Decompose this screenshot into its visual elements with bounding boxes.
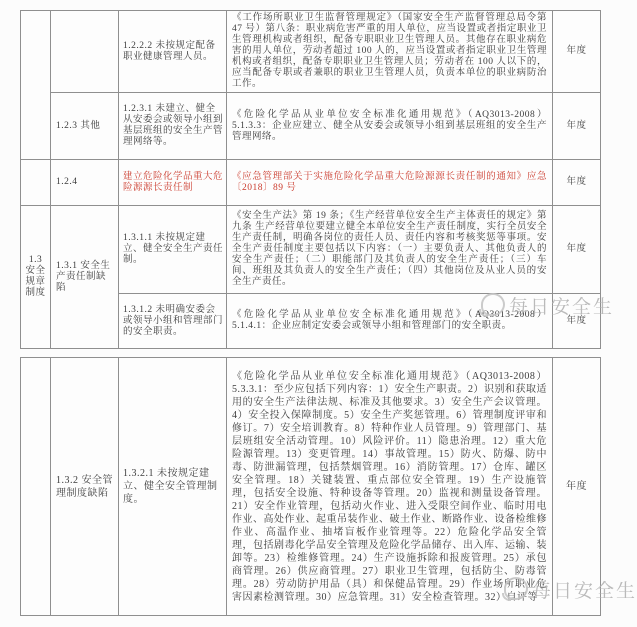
table-row: [21, 358, 601, 616]
cell-frequency: 年度: [553, 206, 601, 294]
cell-frequency: 年度: [553, 294, 601, 349]
cell-item: [51, 11, 119, 93]
cell-item: 1.2.3 其他: [51, 93, 119, 160]
watermark-label: 每日安全生: [532, 581, 637, 602]
cell-clause: 1.3.1.2 未明确安委会或领导小组和管理部门的安全职责。: [119, 294, 227, 349]
cell-item: 1.3.2 安全管理制度缺陷: [51, 358, 119, 616]
hazard-checklist-table-upper: [20, 10, 601, 349]
table-row: [21, 93, 601, 160]
cell-basis: 《安全生产法》第 19 条；《生产经营单位安全生产主体责任的规定》第九条 生产经营单位要建立健全本单位安全生产责任制度，实行全员安全生产责任制，明确各岗位的责任人员、责任内容和考核奖惩等事项。安全生产责任制度主要包括以下内容：（一）主要负责人、其他负责人的安全生产责任；（二）职能部门及其负责人的安全生产责任；（三）车间、班组及其负责人的安全生产责任；（四）其他岗位及从业人员的安全生产责任。: [227, 206, 553, 294]
cell-frequency: 年度: [553, 358, 601, 616]
cell-frequency: 年度: [553, 11, 601, 93]
cell-basis: 《工作场所职业卫生监督管理规定》（国家安全生产监督管理总局令第 47 号）第八条：职业病危害严重的用人单位，应当设置或者指定职业卫生管理机构或者组织，配备专职职业卫生管理人员。其他存在职业病危害的用人单位，劳动者超过 100 人的，应当设置或者指定职业卫生管理机构或者组织，配备专职职业卫生管理人员；劳动者在 100 人以下的，应当配备专职或者兼职的职业卫生管理人员，负责本单位的职业病防治工作。: [227, 11, 553, 93]
cell-basis: 《危险化学品从业单位安全标准化通用规范》（AQ3013-2008）5.1.3.3：企业应建立、健全从安委会或领导小组到基层班组的安全生产管理网络。: [227, 93, 553, 160]
cell-basis: 《危险化学品从业单位安全标准化通用规范》（AQ3013-2008）5.3.3.1：至少应包括下列内容：1）安全生产职责。2）识别和获取适用的安全生产法律法规、标准及其他要求。3）安全生产会议管理。4）安全投入保障制度。5）安全生产奖惩管理。6）管理制度评审和修订。7）安全培训教育。8）特种作业人员管理。9）管理部门、基层班组安全活动管理。10）风险评价。11）隐患治理。12）重大危险源管理。13）变更管理。14）事故管理。15）防火、防爆、防中毒、防泄漏管理，包括禁烟管理。16）消防管理。17）仓库、罐区安全管理。18）关键装置、重点部位安全管理。19）生产设施管理，包括安全设施、特种设备等管理。20）监视和测量设备管理。21）安全作业管理，包括动火作业、进入受限空间作业、临时用电作业、高处作业、起重吊装作业、破土作业、断路作业、设备检维修作业、高温作业、抽堵盲板作业管理等。22）危险化学品安全管理，包括剧毒化学品安全管理及危险化学品储存、出入库、运输、装卸等。23）检维修管理。24）生产设施拆除和报废管理。25）承包商管理。26）供应商管理。27）职业卫生管理，包括防尘、防毒管理。28）劳动防护用品（具）和保健品管理。29）作业场所职业危害因素检测管理。30）应急管理。31）安全检查管理。32）自评等: [227, 358, 553, 616]
cell-clause: 1.2.3.1 未建立、健全从安委会或领导小组到基层班组的安全生产管理网络等。: [119, 93, 227, 160]
cell-category: [21, 160, 51, 206]
cell-item: 1.3.1 安全生产责任制缺陷: [51, 206, 119, 349]
cell-frequency: 年度: [553, 93, 601, 160]
cell-clause: 1.2.2.2 未按规定配备职业健康管理人员。: [119, 11, 227, 93]
hazard-checklist-table-lower: [20, 357, 601, 616]
cell-clause: 建立危险化学品重大危险源源长责任制: [119, 160, 227, 206]
table-row: [21, 206, 601, 294]
cell-item: 1.2.4: [51, 160, 119, 206]
cell-clause: 1.3.1.1 未按规定建立、健全安全生产责任制。: [119, 206, 227, 294]
table-row: [21, 160, 601, 206]
watermark-label: 每日安全生: [509, 297, 615, 318]
table-row: [21, 11, 601, 93]
cell-basis: 《危险化学品从业单位安全标准化通用规范》（AQ3013-2008）5.1.4.1：企业应制定安委会或领导小组和管理部门的安全职责。: [227, 294, 553, 349]
cell-category: [21, 358, 51, 616]
cell-clause: 1.3.2.1 未按规定建立、健全安全管理制度。: [119, 358, 227, 616]
cell-category: 1.3 安全规章制度: [21, 206, 51, 349]
cell-basis: 《应急管理部关于实施危险化学品重大危险源源长责任制的通知》应急〔2018〕89 号: [227, 160, 553, 206]
cell-frequency: 年度: [553, 160, 601, 206]
cell-category: [21, 11, 51, 160]
